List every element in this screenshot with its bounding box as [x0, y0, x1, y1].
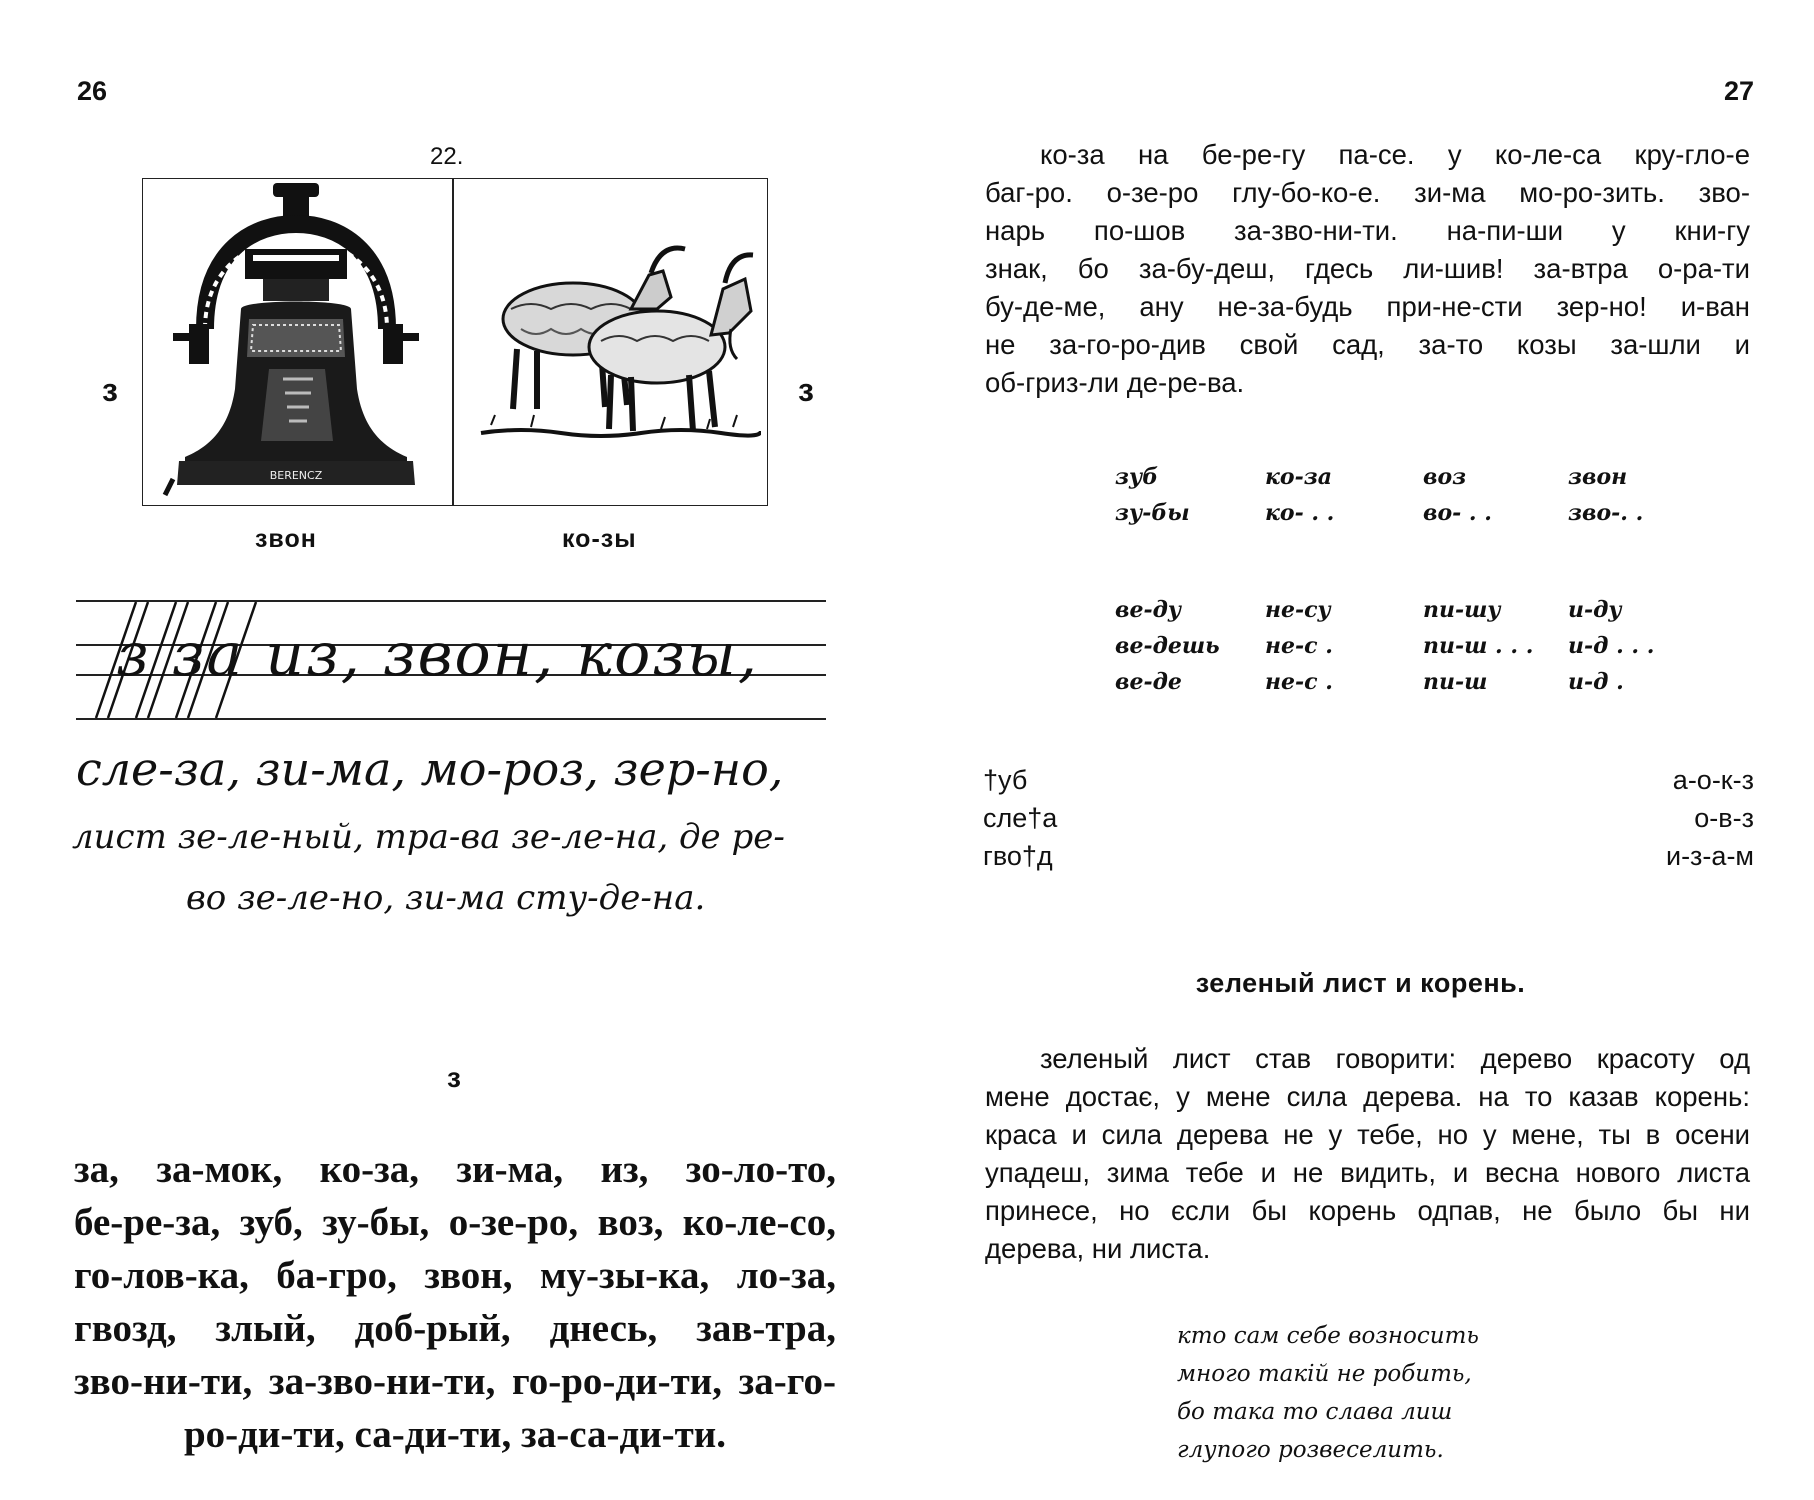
page-number-right: 27	[1723, 76, 1754, 106]
grid-cell: звон	[1568, 464, 1628, 490]
reading-paragraph	[985, 136, 1750, 402]
section-letter: з	[447, 1062, 461, 1093]
page-number-left: 26	[77, 76, 108, 106]
print-line: бе-ре-за, зуб, зу-бы, о-зе-ро, воз, ко-ле-со,	[74, 1201, 836, 1244]
grid-cell: во- . .	[1423, 500, 1492, 526]
puzzle-letters: а-о-к-з	[1672, 765, 1754, 795]
grid-cell: ко- . .	[1265, 500, 1335, 526]
side-letter-left: з	[102, 372, 118, 408]
paragraph-line: знак, бо за-бу-деш, гдесь ли-шив! за-втра о-ра-ти	[985, 253, 1750, 284]
caption-bell: звон	[255, 525, 317, 553]
bell-engraving: BERENCZ	[269, 469, 323, 482]
grid-cell: воз	[1423, 464, 1467, 490]
grid-cell: ве-де	[1115, 669, 1182, 695]
figure-frame	[142, 178, 768, 506]
goats-illustration	[461, 179, 761, 503]
word-grid-1	[1115, 464, 1644, 544]
paragraph-line: бу-де-ме, ану не-за-будь при-не-сти зер-но! и-ван	[985, 291, 1750, 322]
paragraph-line: баг-ро. о-зе-ро глу-бо-ко-е. зи-ма мо-ро-зить. зво-	[985, 177, 1750, 208]
print-line: за, за-мок, ко-за, зи-ма, из, зо-ло-то,	[74, 1148, 836, 1191]
poem-line: бо така то слава лиш	[1177, 1399, 1453, 1425]
puzzle-word: гво†д	[983, 841, 1053, 871]
grid-cell: не-с .	[1265, 669, 1333, 695]
word-grid-2	[1115, 597, 1675, 707]
right-page	[907, 0, 1814, 1500]
grid-cell: не-с .	[1265, 633, 1333, 659]
puzzle-word: †уб	[983, 765, 1028, 795]
grid-cell: и-д . . .	[1568, 633, 1655, 659]
grid-cell: ве-ду	[1115, 597, 1182, 623]
caption-goats: ко-зы	[562, 525, 637, 553]
grid-cell: не-су	[1265, 597, 1331, 623]
figure-divider	[452, 179, 454, 505]
story-line: принесе, но єсли бы корень одпав, не было бы ни	[985, 1195, 1750, 1226]
cursive-line-1: сле-за, зи-ма, мо-роз, зер-но,	[76, 742, 784, 796]
grid-cell: пи-ш . . .	[1423, 633, 1534, 659]
bell-illustration	[145, 179, 445, 503]
puzzle-word: сле†а	[983, 803, 1058, 833]
print-line: зво-ни-ти, за-зво-ни-ти, го-ро-ди-ти, за-го-	[74, 1360, 836, 1403]
cursive-line-3: во зе-ле-но, зи-ма сту-де-на.	[186, 878, 706, 918]
print-line: ро-ди-ти, са-ди-ти, за-са-ди-ти.	[183, 1413, 727, 1456]
poem-line: кто сам себе возносить	[1177, 1323, 1479, 1349]
print-line: гвозд, злый, доб-рый, днесь, зав-тра,	[74, 1307, 836, 1350]
print-word-block	[74, 1143, 836, 1461]
puzzle-letters: и-з-а-м	[1665, 841, 1754, 871]
copybook-script: з за из, звон, козы,	[116, 620, 759, 690]
poem	[1177, 1317, 1479, 1469]
poem-line: глупого розвеселить.	[1177, 1437, 1444, 1463]
grid-cell: пи-ш	[1423, 669, 1488, 695]
story-line: упадеш, зима тебе и не видить, и весна нового листа	[985, 1157, 1750, 1188]
paragraph-line: не за-го-ро-див свой сад, за-то козы за-шли и	[985, 329, 1750, 360]
grid-cell: пи-шу	[1423, 597, 1501, 623]
story-line: дерева, ни листа.	[985, 1233, 1211, 1264]
puzzle-letters: о-в-з	[1694, 803, 1754, 833]
figure-number: 22.	[430, 143, 464, 170]
cursive-line-2: лист зе-ле-ный, тра-ва зе-ле-на, де ре-	[72, 817, 785, 857]
grid-cell: зво-. .	[1568, 500, 1644, 526]
grid-cell: и-д .	[1568, 669, 1624, 695]
copybook-lines	[76, 600, 826, 730]
story-line: мене достає, у мене сила дерева. на то казав корень:	[985, 1081, 1750, 1112]
story-title: зеленый лист и корень.	[1195, 968, 1526, 998]
story-line: зеленый лист став говорити: дерево красоту од	[1040, 1043, 1750, 1074]
side-letter-right: з	[798, 372, 814, 408]
grid-cell: зу-бы	[1115, 500, 1190, 526]
story-paragraph	[985, 1040, 1750, 1268]
grid-cell: ве-дешь	[1115, 633, 1220, 659]
poem-line: много такій не робить,	[1177, 1361, 1472, 1387]
grid-cell: зуб	[1115, 464, 1159, 490]
paragraph-line: ко-за на бе-ре-гу па-се. у ко-ле-са кру-гло-е	[1040, 139, 1750, 170]
grid-cell: и-ду	[1568, 597, 1622, 623]
story-line: краса и сила дерева не у тебе, но у мене, ты в осени	[985, 1119, 1750, 1150]
print-line: го-лов-ка, ба-гро, звон, му-зы-ка, ло-за,	[74, 1254, 836, 1297]
paragraph-line: нарь по-шов за-зво-ни-ти. на-пи-ши у кни-гу	[985, 215, 1750, 246]
paragraph-line: об-гриз-ли де-ре-ва.	[985, 367, 1245, 398]
grid-cell: ко-за	[1265, 464, 1332, 490]
